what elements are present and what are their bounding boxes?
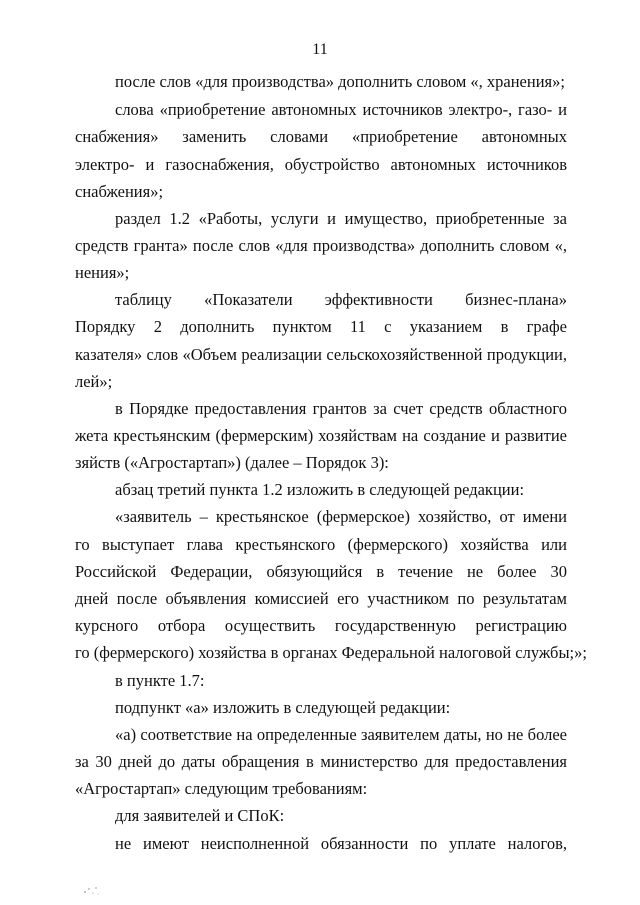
text-line: раздел 1.2 «Работы, услуги и имущество, приобретенные за bbox=[115, 209, 567, 228]
text-line: средств гранта» после слов «для производства» дополнить словом «, bbox=[75, 236, 567, 255]
text-line: дней после объявления комиссией его участником по результатам bbox=[75, 589, 567, 608]
text-line: зяйств («Агростартап») (далее – Порядок 3): bbox=[75, 453, 389, 472]
text-line: снабжения»; bbox=[75, 182, 164, 201]
text-line: абзац третий пункта 1.2 изложить в следующей редакции: bbox=[115, 480, 525, 499]
text-line: «Агростартап» следующим требованиям: bbox=[75, 779, 368, 798]
text-line: курсного отбора осуществить государственную регистрацию bbox=[75, 616, 567, 635]
text-line: для заявителей и СПоК: bbox=[115, 806, 285, 825]
text-line: нения»; bbox=[75, 263, 130, 282]
text-line: казателя» слов «Объем реализации сельскохозяйственной продукции, bbox=[75, 345, 567, 364]
text-line: в Порядке предоставления грантов за счет средств областного bbox=[115, 399, 567, 418]
text-line: го выступает глава крестьянского (фермерского) хозяйства или bbox=[75, 535, 567, 554]
text-line: электро- и газоснабжения, обустройство автономных источников bbox=[75, 155, 567, 174]
text-line: после слов «для производства» дополнить словом «, хранения»; bbox=[115, 72, 565, 91]
text-line: «заявитель – крестьянское (фермерское) хозяйство, от имени bbox=[115, 507, 567, 526]
text-line: в пункте 1.7: bbox=[115, 671, 205, 690]
page-number: 11 bbox=[312, 41, 328, 58]
text-line: жета крестьянским (фермерским) хозяйствам на создание и развитие bbox=[75, 426, 567, 445]
text-line: подпункт «а» изложить в следующей редакции: bbox=[115, 698, 451, 717]
text-line: го (фермерского) хозяйства в органах Федеральной налоговой службы;»; bbox=[75, 643, 587, 662]
text-line: «а) соответствие на определенные заявителем даты, но не более bbox=[115, 725, 567, 744]
text-line: за 30 дней до даты обращения в министерство для предоставления bbox=[75, 752, 567, 771]
scan-specks bbox=[82, 884, 102, 896]
text-line: Российской Федерации, обязующийся в течение не более 30 bbox=[75, 562, 567, 581]
text-line: таблицу «Показатели эффективности бизнес-плана» bbox=[115, 290, 567, 309]
text-line: снабжения» заменить словами «приобретение автономных bbox=[75, 127, 567, 146]
text-line: лей»; bbox=[75, 372, 113, 391]
text-line: не имеют неисполненной обязанности по уплате налогов, bbox=[115, 834, 567, 853]
text-line: Порядку 2 дополнить пунктом 11 с указанием в графе bbox=[75, 317, 567, 336]
text-line: слова «приобретение автономных источников электро-, газо- и bbox=[115, 100, 567, 119]
